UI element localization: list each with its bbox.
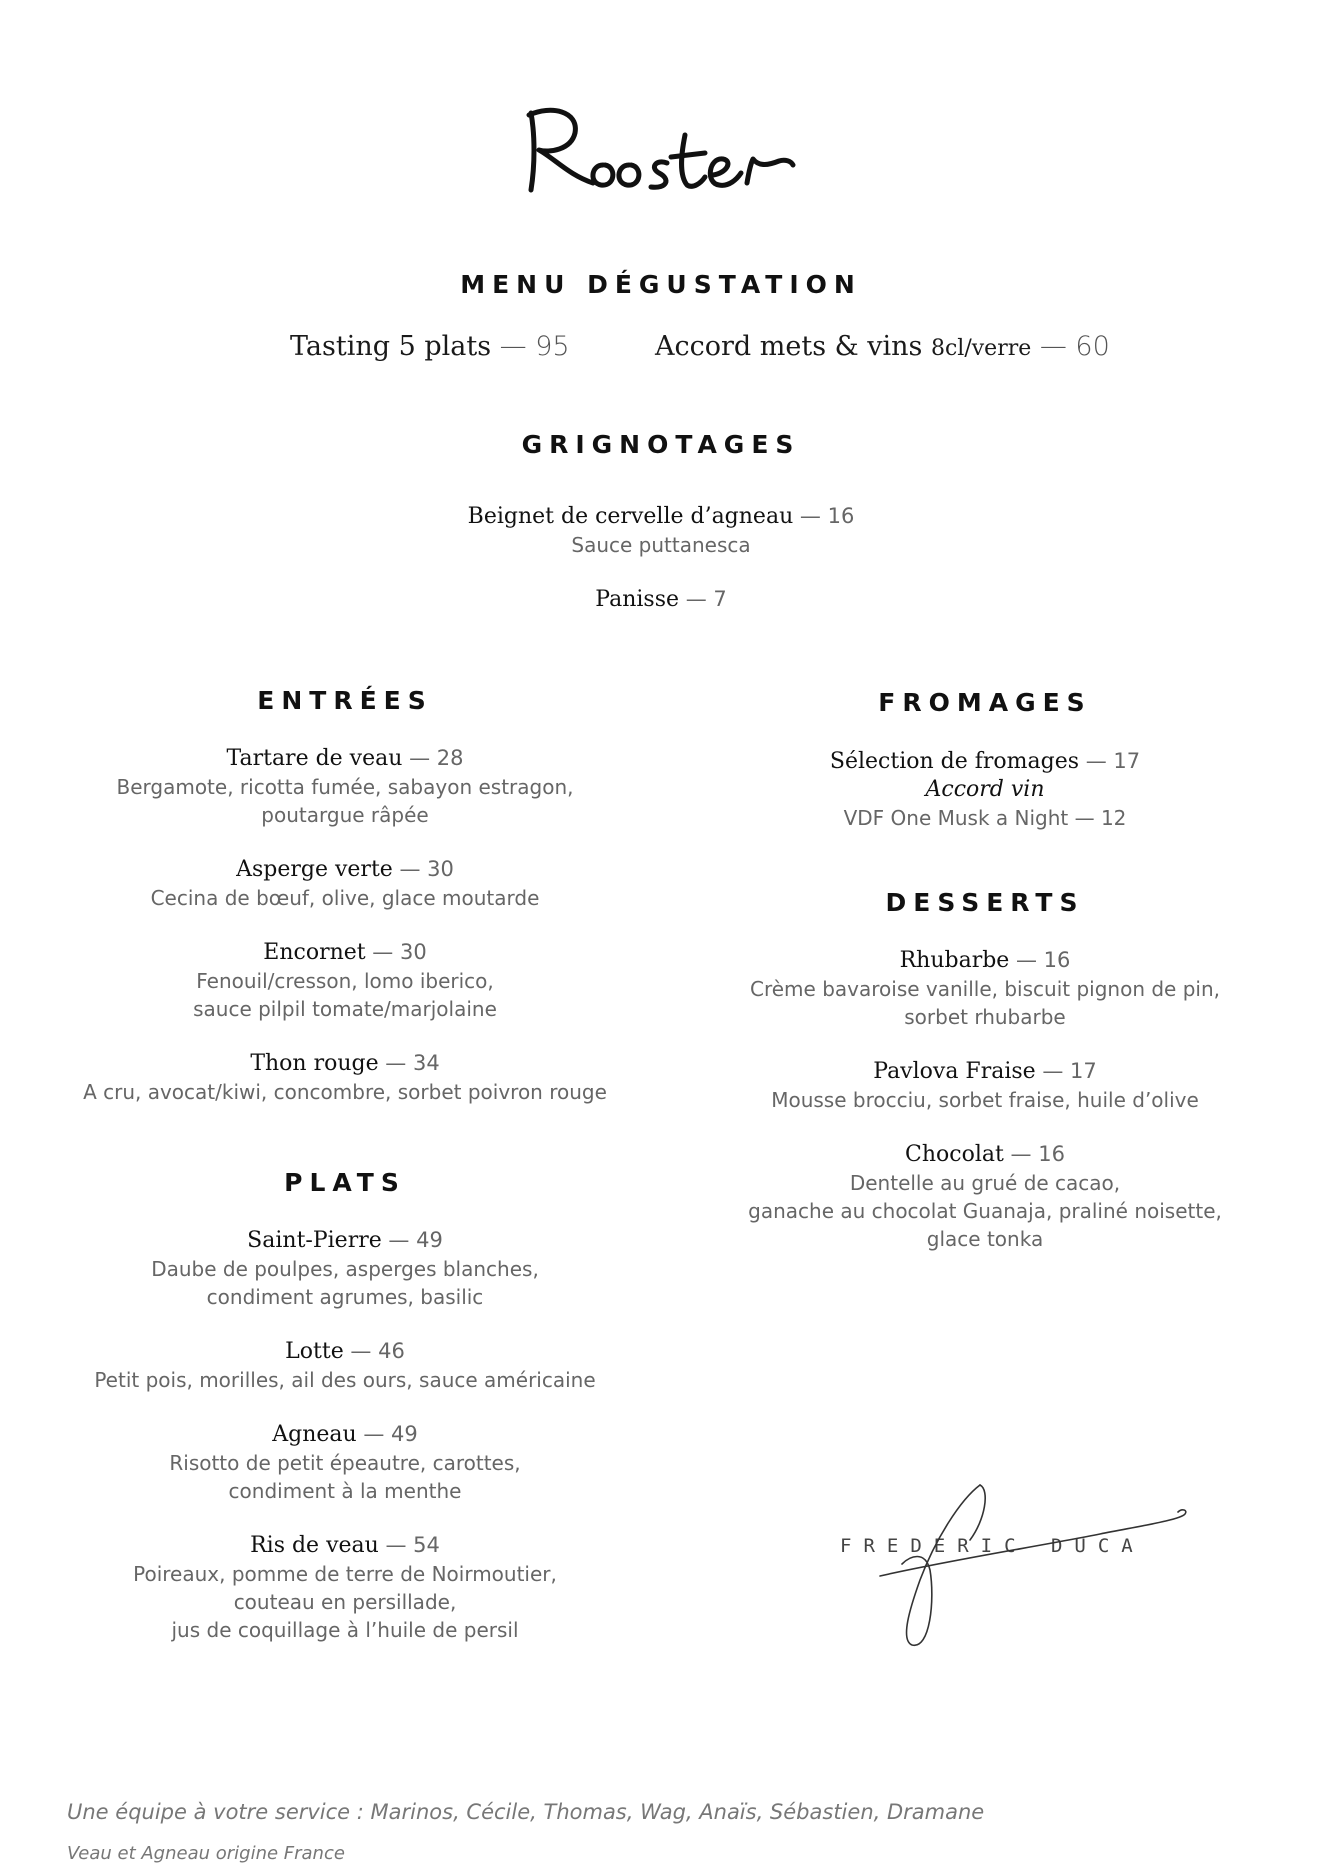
item-description: Poireaux, pomme de terre de Noirmoutier, couteau en persillade, jus de coquillage à l’huile de persil bbox=[133, 1562, 557, 1642]
plats-list bbox=[70, 1226, 620, 1670]
item-price: — 54 bbox=[378, 1533, 440, 1557]
item-name: Pavlova Fraise bbox=[873, 1059, 1036, 1084]
item-price: — 46 bbox=[343, 1339, 405, 1363]
item-description: Bergamote, ricotta fumée, sabayon estragon, poutargue râpée bbox=[116, 775, 574, 827]
item-price: — 34 bbox=[378, 1051, 440, 1075]
item-price: — 30 bbox=[392, 857, 454, 881]
grignotages-list bbox=[0, 502, 1322, 640]
item-name: Beignet de cervelle d’agneau bbox=[467, 504, 794, 529]
menu-item bbox=[710, 1140, 1260, 1253]
tasting-menu-name: Tasting 5 plats bbox=[290, 331, 492, 362]
rooster-logo bbox=[0, 95, 1322, 209]
grignotages-title: GRIGNOTAGES bbox=[521, 430, 801, 459]
item-name: Panisse bbox=[595, 587, 680, 612]
menu-item bbox=[70, 855, 620, 912]
menu-item bbox=[70, 744, 620, 829]
item-price: — 7 bbox=[679, 587, 727, 611]
tasting-menu-price: — 95 bbox=[491, 331, 570, 362]
item-price: — 28 bbox=[402, 746, 464, 770]
wine-pairing-line bbox=[655, 331, 1110, 362]
item-name: Encornet bbox=[263, 940, 366, 965]
item-name: Chocolat bbox=[905, 1142, 1004, 1167]
tasting-menu-line bbox=[290, 331, 570, 362]
item-description: Petit pois, morilles, ail des ours, sauce américaine bbox=[94, 1368, 596, 1392]
chef-name: FREDERIC DUCA bbox=[840, 1535, 1145, 1557]
item-price: — 16 bbox=[1003, 1142, 1065, 1166]
item-name: Rhubarbe bbox=[899, 948, 1010, 973]
item-price: — 16 bbox=[793, 504, 855, 528]
item-price: — 16 bbox=[1009, 948, 1071, 972]
item-description: Dentelle au grué de cacao, ganache au chocolat Guanaja, praliné noisette, glace tonka bbox=[748, 1171, 1222, 1251]
item-price: — 17 bbox=[1079, 749, 1141, 773]
entrees-list bbox=[70, 744, 620, 1132]
item-name: Asperge verte bbox=[236, 857, 393, 882]
menu-item bbox=[70, 1049, 620, 1106]
item-name: Lotte bbox=[285, 1339, 344, 1364]
entrees-title: ENTRÉES bbox=[257, 686, 433, 715]
signature-scribble bbox=[840, 1480, 1200, 1650]
menu-item bbox=[70, 1226, 620, 1311]
menu-item bbox=[710, 747, 1260, 832]
wine-pairing-wine: VDF One Musk a Night — 12 bbox=[843, 806, 1127, 830]
wine-pairing-label: Accord vin bbox=[925, 777, 1045, 802]
wine-pairing-detail: 8cl/verre bbox=[930, 336, 1032, 361]
item-name: Agneau bbox=[272, 1422, 357, 1447]
menu-item bbox=[70, 938, 620, 1023]
fromages-title: FROMAGES bbox=[878, 688, 1092, 717]
desserts-title: DESSERTS bbox=[885, 888, 1085, 917]
menu-item bbox=[70, 1531, 620, 1644]
item-name: Saint-Pierre bbox=[247, 1228, 382, 1253]
item-name: Sélection de fromages bbox=[829, 749, 1080, 774]
chef-signature bbox=[840, 1480, 1200, 1650]
item-description: Mousse brocciu, sorbet fraise, huile d’olive bbox=[771, 1088, 1199, 1112]
item-name: Thon rouge bbox=[250, 1051, 379, 1076]
item-description: A cru, avocat/kiwi, concombre, sorbet poivron rouge bbox=[83, 1080, 607, 1104]
item-price: — 49 bbox=[381, 1228, 443, 1252]
wine-pairing-name: Accord mets & vins bbox=[655, 331, 931, 362]
wine-pairing-price: — 60 bbox=[1031, 331, 1110, 362]
item-name: Ris de veau bbox=[250, 1533, 379, 1558]
fromages-block bbox=[710, 747, 1260, 858]
item-price: — 17 bbox=[1035, 1059, 1097, 1083]
item-description: Crème bavaroise vanille, biscuit pignon de pin, sorbet rhubarbe bbox=[750, 977, 1220, 1029]
desserts-list bbox=[710, 946, 1260, 1279]
menu-item bbox=[70, 1337, 620, 1394]
item-price: — 49 bbox=[356, 1422, 418, 1446]
menu-item bbox=[70, 1420, 620, 1505]
item-name: Tartare de veau bbox=[226, 746, 403, 771]
item-description: Sauce puttanesca bbox=[571, 533, 751, 557]
menu-item bbox=[0, 502, 1322, 559]
item-description: Fenouil/cresson, lomo iberico, sauce pilpil tomate/marjolaine bbox=[193, 969, 497, 1021]
item-description: Cecina de bœuf, olive, glace moutarde bbox=[150, 886, 540, 910]
item-price: — 30 bbox=[365, 940, 427, 964]
footer-origin: Veau et Agneau origine France bbox=[67, 1843, 345, 1864]
tasting-title: MENU DÉGUSTATION bbox=[460, 270, 862, 299]
item-description: Daube de poulpes, asperges blanches, condiment agrumes, basilic bbox=[151, 1257, 539, 1309]
footer-team: Une équipe à votre service : Marinos, Cécile, Thomas, Wag, Anaïs, Sébastien, Dramane bbox=[67, 1800, 985, 1824]
menu-item bbox=[710, 1057, 1260, 1114]
plats-title: PLATS bbox=[284, 1168, 406, 1197]
item-description: Risotto de petit épeautre, carottes, condiment à la menthe bbox=[169, 1451, 521, 1503]
menu-item bbox=[0, 585, 1322, 614]
menu-item bbox=[710, 946, 1260, 1031]
